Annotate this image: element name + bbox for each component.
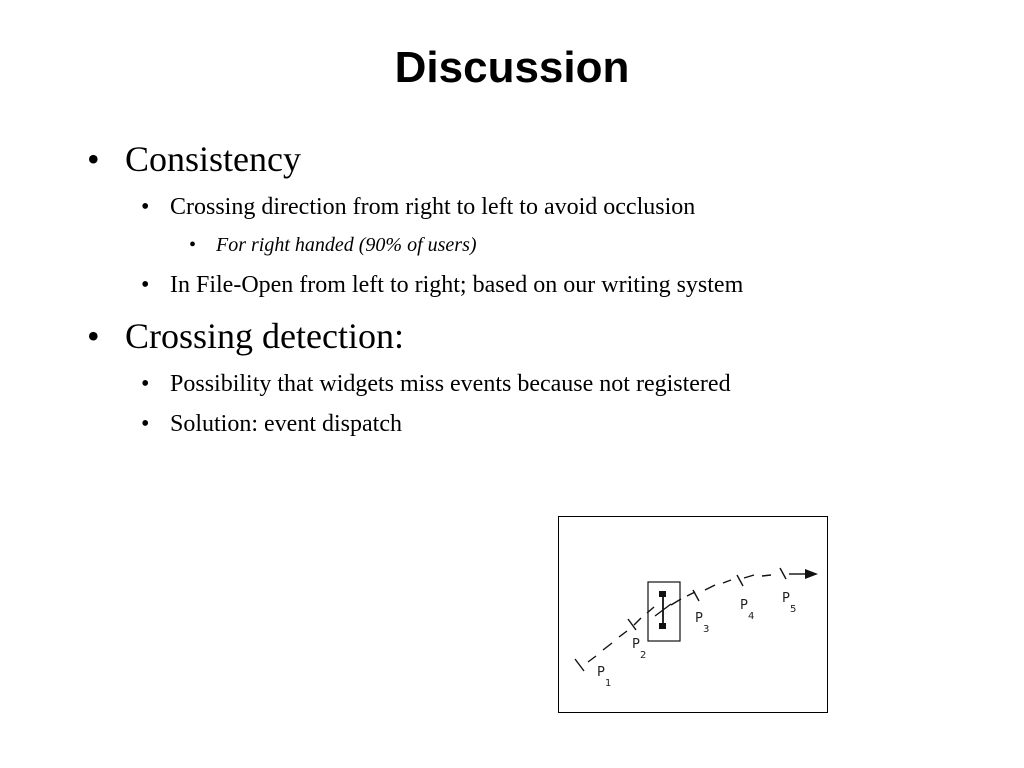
bullet-dot: • bbox=[141, 411, 150, 437]
bullet-consistency bbox=[87, 138, 301, 180]
bullet-event-dispatch bbox=[141, 409, 402, 439]
bullet-text: For right handed (90% of users) bbox=[216, 234, 477, 256]
bullet-dot: • bbox=[87, 316, 100, 356]
bullet-miss-events bbox=[141, 369, 731, 399]
point-label-p1 bbox=[597, 665, 611, 689]
widget-box bbox=[648, 582, 680, 641]
point-label-subscript: 1 bbox=[605, 678, 612, 689]
arrowhead-icon bbox=[805, 569, 818, 579]
cross-mark-p1 bbox=[575, 659, 584, 671]
widget-handle-bottom bbox=[659, 623, 666, 629]
point-label-p4 bbox=[740, 598, 754, 622]
bullet-dot: • bbox=[141, 272, 150, 298]
bullet-text: Crossing detection: bbox=[125, 316, 404, 356]
point-label-subscript: 3 bbox=[703, 624, 710, 635]
point-label-p5 bbox=[782, 591, 796, 615]
bullet-text: Solution: event dispatch bbox=[170, 411, 402, 437]
bullet-dot: • bbox=[189, 234, 197, 256]
bullet-text: Crossing direction from right to left to avoid occlusion bbox=[170, 194, 696, 220]
point-label-letter: P bbox=[695, 611, 703, 626]
bullet-right-handed bbox=[189, 232, 477, 258]
point-label-letter: P bbox=[632, 637, 640, 652]
point-label-p3 bbox=[695, 611, 709, 635]
crossing-diagram bbox=[558, 516, 828, 713]
point-label-letter: P bbox=[740, 598, 748, 613]
slide-title: Discussion bbox=[394, 43, 630, 92]
point-label-subscript: 4 bbox=[748, 611, 755, 622]
point-label-p2 bbox=[632, 637, 646, 661]
point-label-letter: P bbox=[597, 665, 605, 680]
cross-mark-p3 bbox=[693, 590, 699, 601]
bullet-file-open bbox=[141, 270, 744, 300]
bullet-crossing-direction bbox=[141, 192, 696, 222]
bullet-text: Possibility that widgets miss events because not registered bbox=[170, 371, 731, 397]
point-label-letter: P bbox=[782, 591, 790, 606]
bullet-dot: • bbox=[87, 139, 100, 179]
bullet-crossing-detection bbox=[87, 315, 404, 357]
bullet-text: Consistency bbox=[125, 139, 301, 179]
widget-handle-top bbox=[659, 591, 666, 597]
cross-mark-p5 bbox=[780, 568, 786, 579]
point-label-subscript: 5 bbox=[790, 604, 797, 615]
bullet-dot: • bbox=[141, 194, 150, 220]
point-label-subscript: 2 bbox=[640, 650, 647, 661]
cross-mark-p4 bbox=[737, 575, 743, 586]
crossing-diagram-svg bbox=[559, 517, 827, 712]
bullet-dot: • bbox=[141, 371, 150, 397]
bullet-text: In File-Open from left to right; based on our writing system bbox=[170, 272, 744, 298]
